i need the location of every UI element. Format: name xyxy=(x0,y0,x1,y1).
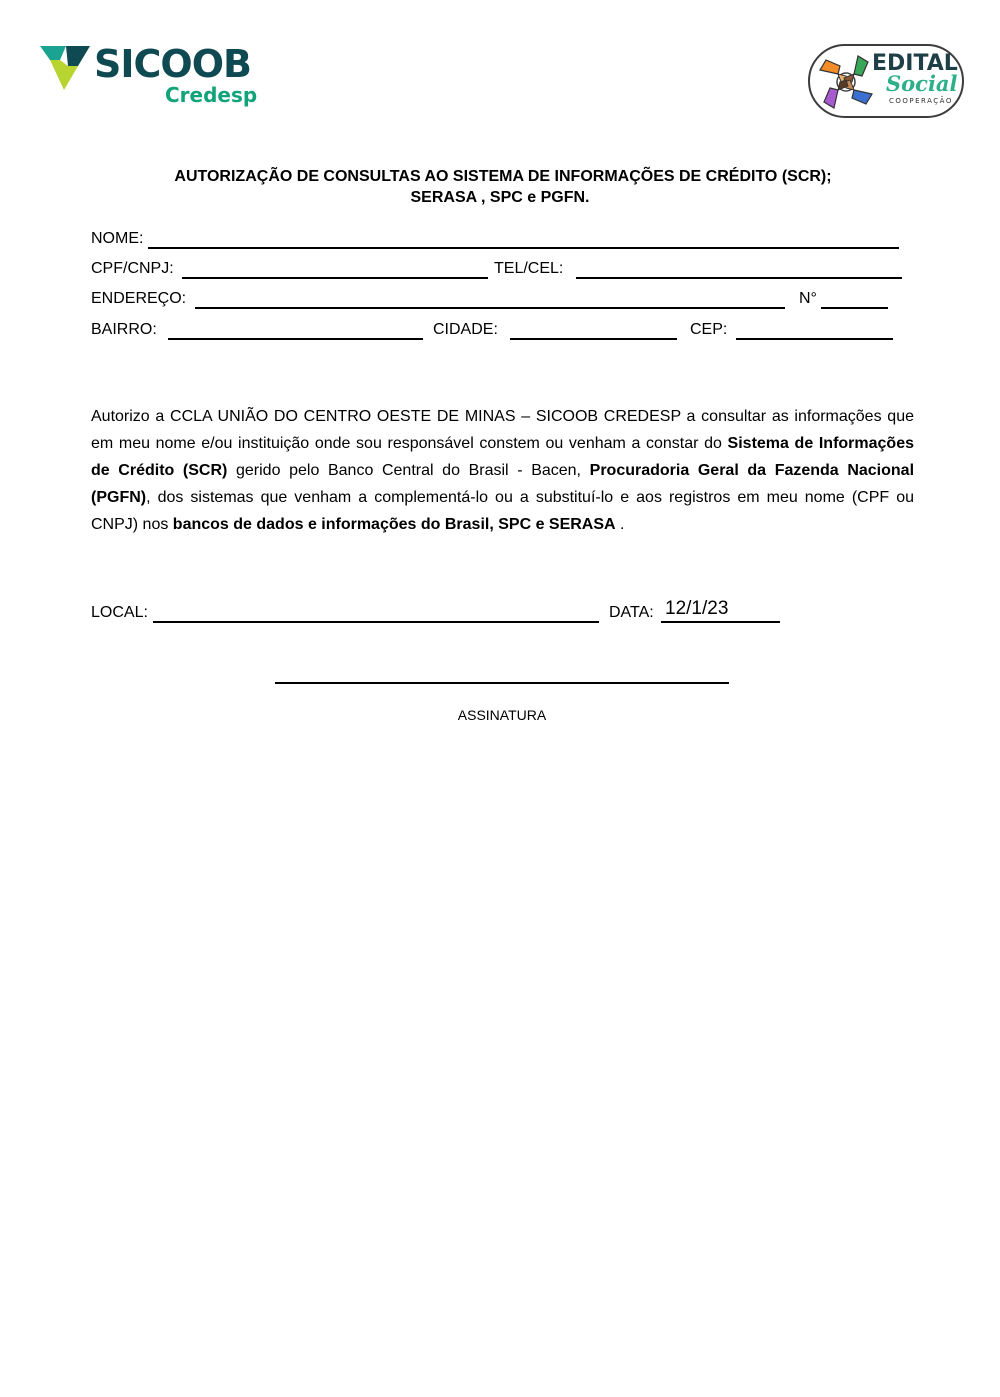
tel-label: TEL/CEL: xyxy=(494,260,564,277)
authorization-scr: Sistema de Informações de Crédito (SCR) xyxy=(91,435,914,479)
data-value[interactable]: 12/1/23 xyxy=(665,598,729,619)
nome-label: NOME: xyxy=(91,230,144,247)
cep-field[interactable] xyxy=(736,338,893,340)
authorization-text-1: Autorizo a CCLA UNIÃO DO CENTRO OESTE DE MINAS – SICOOB CREDESP a consultar as informações que em meu nome e/ou instituição onde sou responsável constem ou venham a constar do xyxy=(91,408,914,452)
authorization-text-3: , dos sistemas que venham a complementá-lo ou a substituí-lo e aos registros em meu nome (CPF ou CNPJ) nos xyxy=(91,489,914,533)
numero-label: N° xyxy=(799,290,817,307)
signature-line[interactable] xyxy=(275,682,729,684)
bairro-label: BAIRRO: xyxy=(91,321,157,338)
cidade-field[interactable] xyxy=(510,338,677,340)
bairro-field[interactable] xyxy=(168,338,423,340)
sicoob-subtitle: Credesp xyxy=(165,83,258,107)
local-label: LOCAL: xyxy=(91,604,148,621)
document-title-line2: SERASA , SPC e PGFN. xyxy=(410,189,590,206)
edital-title: EDITAL xyxy=(872,51,958,76)
cpf-label: CPF/CNPJ: xyxy=(91,260,174,277)
edital-cooperacao: COOPERAÇÃO xyxy=(889,97,953,105)
authorization-paragraph xyxy=(91,403,914,538)
cpf-field[interactable] xyxy=(182,277,488,279)
endereco-label: ENDEREÇO: xyxy=(91,290,187,307)
document-title-line1: AUTORIZAÇÃO DE CONSULTAS AO SISTEMA DE INFORMAÇÕES DE CRÉDITO (SCR); xyxy=(174,168,832,185)
cidade-label: CIDADE: xyxy=(433,321,498,338)
authorization-text-2: gerido pelo Banco Central do Brasil - Bacen, xyxy=(227,462,590,479)
authorization-text-4: . xyxy=(615,516,625,533)
nome-field[interactable] xyxy=(148,247,899,249)
edital-social: Social xyxy=(886,71,958,96)
joined-hands-icon xyxy=(816,52,876,112)
sicoob-triangle-icon xyxy=(40,44,90,90)
sicoob-credesp-logo xyxy=(40,40,258,110)
authorization-pgfn: Procuradoria Geral da Fazenda Nacional (PGFN) xyxy=(91,462,915,506)
endereco-field[interactable] xyxy=(195,307,785,309)
data-field[interactable] xyxy=(661,621,780,623)
edital-social-logo xyxy=(808,44,964,118)
sicoob-name: SICOOB xyxy=(94,42,251,86)
signature-label: ASSINATURA xyxy=(457,707,547,723)
tel-field[interactable] xyxy=(576,277,902,279)
data-label: DATA: xyxy=(609,604,654,621)
local-field[interactable] xyxy=(153,621,599,623)
cep-label: CEP: xyxy=(690,321,728,338)
numero-field[interactable] xyxy=(821,307,888,309)
authorization-databases: bancos de dados e informações do Brasil, SPC e SERASA xyxy=(172,516,616,533)
